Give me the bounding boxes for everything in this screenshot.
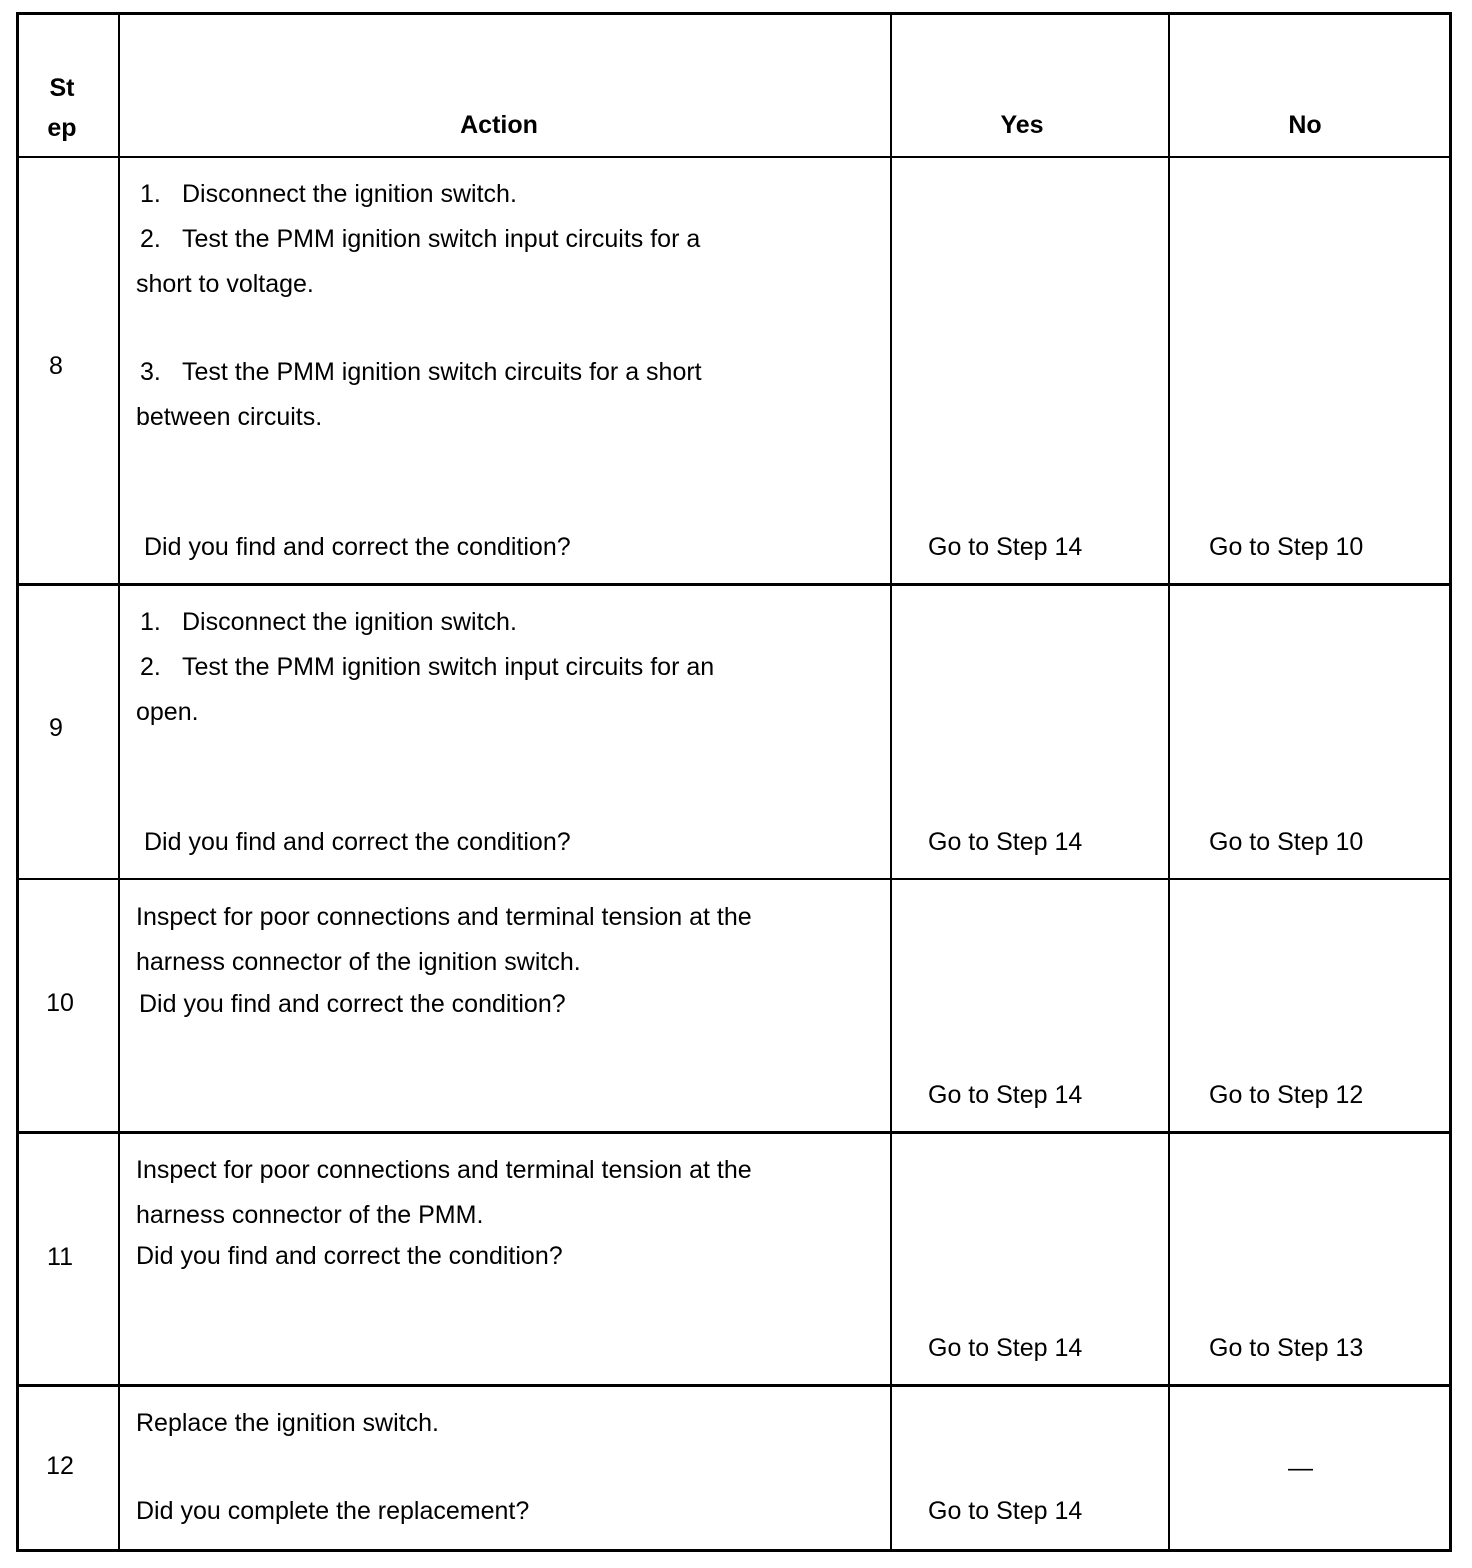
column-divider	[1168, 12, 1170, 1552]
column-divider	[118, 12, 120, 1552]
table-border-top	[16, 12, 1452, 15]
table-border-bottom	[16, 1549, 1452, 1552]
list-item: 1. Disconnect the ignition switch.	[140, 608, 517, 636]
header-step-line2: ep	[47, 114, 77, 142]
header-step	[19, 68, 105, 148]
list-item-continuation: short to voltage.	[136, 270, 314, 298]
question-text: Did you find and correct the condition?	[139, 990, 566, 1018]
no-result: Go to Step 12	[1209, 1081, 1364, 1109]
no-result: Go to Step 10	[1209, 828, 1364, 856]
list-item-continuation: open.	[136, 698, 199, 726]
header-step-line1: St	[49, 74, 75, 102]
yes-result: Go to Step 14	[928, 1497, 1083, 1525]
step-number: 8	[49, 352, 63, 380]
action-line: harness connector of the ignition switch.	[136, 948, 581, 976]
list-item: 1. Disconnect the ignition switch.	[140, 180, 517, 208]
action-text	[136, 895, 752, 985]
yes-result: Go to Step 14	[928, 828, 1083, 856]
list-item: 2. Test the PMM ignition switch input circuits for a	[140, 225, 701, 253]
table-border-left	[16, 12, 19, 1552]
no-result-dash: —	[1288, 1454, 1313, 1482]
step-number: 12	[46, 1452, 74, 1480]
row-divider	[16, 1131, 1452, 1134]
step-number: 11	[47, 1243, 73, 1271]
step-number: 9	[49, 714, 63, 742]
no-result: Go to Step 10	[1209, 533, 1364, 561]
column-divider	[890, 12, 892, 1552]
action-text: Replace the ignition switch.	[136, 1409, 439, 1437]
list-item-continuation: between circuits.	[136, 403, 323, 431]
header-action: Action	[460, 111, 538, 139]
question-text: Did you find and correct the condition?	[144, 533, 571, 561]
header-no: No	[1288, 111, 1322, 139]
list-spacer	[136, 307, 702, 350]
action-line: Inspect for poor connections and terminal tension at the	[136, 1156, 752, 1184]
list-item: 2. Test the PMM ignition switch input circuits for an	[140, 653, 715, 681]
row-divider	[16, 583, 1452, 586]
question-text: Did you find and correct the condition?	[144, 828, 571, 856]
action-list	[136, 600, 714, 735]
yes-result: Go to Step 14	[928, 1334, 1083, 1362]
action-line: Inspect for poor connections and terminal tension at the	[136, 903, 752, 931]
action-list	[136, 172, 702, 440]
header-yes: Yes	[1000, 111, 1044, 139]
no-result: Go to Step 13	[1209, 1334, 1364, 1362]
table-border-right	[1449, 12, 1452, 1552]
yes-result: Go to Step 14	[928, 533, 1083, 561]
question-text: Did you find and correct the condition?	[136, 1242, 563, 1270]
procedure-table	[16, 12, 1452, 1552]
yes-result: Go to Step 14	[928, 1081, 1083, 1109]
header-divider	[16, 156, 1452, 158]
row-divider	[16, 878, 1452, 880]
list-item: 3. Test the PMM ignition switch circuits for a short	[140, 358, 702, 386]
step-number: 10	[46, 989, 74, 1017]
action-text	[136, 1148, 752, 1238]
question-text: Did you complete the replacement?	[136, 1497, 530, 1525]
action-line: harness connector of the PMM.	[136, 1201, 484, 1229]
row-divider	[16, 1384, 1452, 1387]
